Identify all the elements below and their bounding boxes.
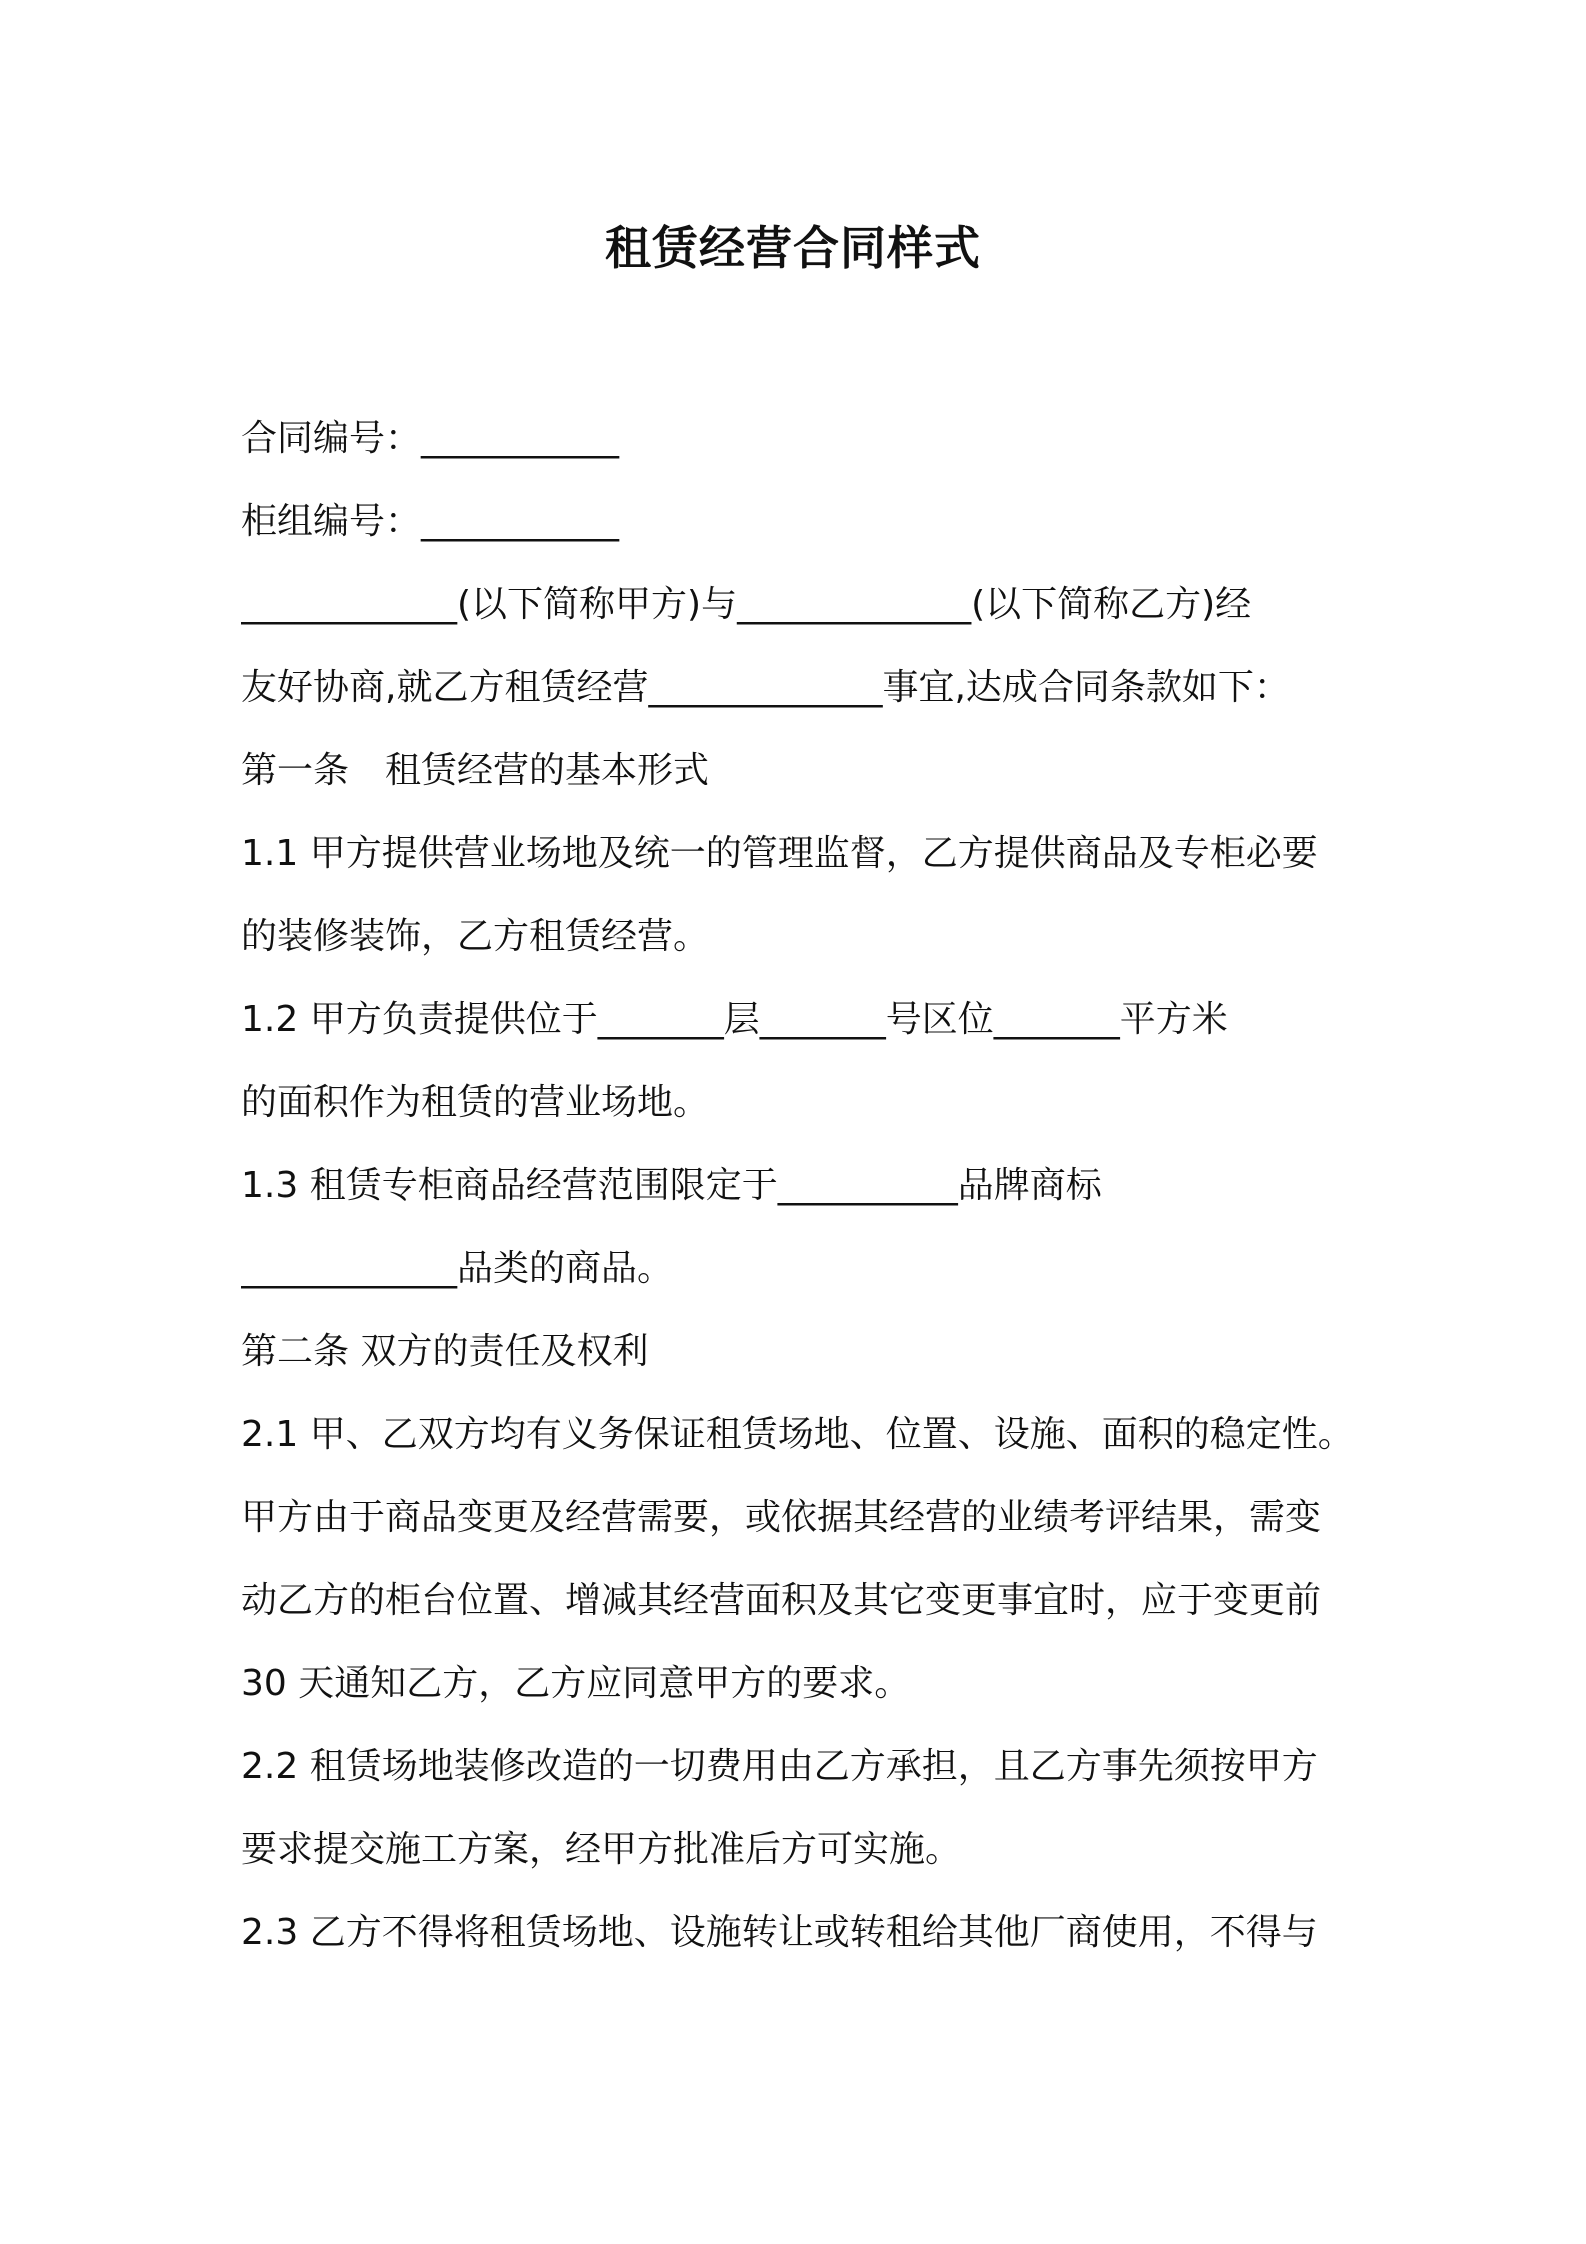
clause-2-3-line-1: 2.3 乙方不得将租赁场地、设施转让或转租给其他厂商使用，不得与 [241, 1912, 1318, 1953]
clause-2-1-line-3: 动乙方的柜台位置、增减其经营面积及其它变更事宜时，应于变更前 [241, 1580, 1322, 1621]
clause-1-2-line-2: 的面积作为租赁的营业场地。 [241, 1082, 710, 1123]
clause-2-1-line-1: 2.1 甲、乙双方均有义务保证租赁场地、位置、设施、面积的稳定性。 [241, 1414, 1354, 1455]
clause-2-2-line-1: 2.2 租赁场地装修改造的一切费用由乙方承担，且乙方事先须按甲方 [241, 1746, 1318, 1787]
clause-1-2-line-1: 1.2 甲方负责提供位于_______层_______号区位_______平方米 [241, 999, 1228, 1040]
clause-1-1-line-1: 1.1 甲方提供营业场地及统一的管理监督，乙方提供商品及专柜必要 [241, 833, 1318, 874]
parties-line: ____________(以下简称甲方)与_____________(以下简称乙方)经 [241, 584, 1252, 625]
clause-2-1-line-2: 甲方由于商品变更及经营需要，或依据其经营的业绩考评结果，需变 [241, 1497, 1322, 1538]
counter-group-number-line: 柜组编号：___________ [241, 501, 620, 542]
agreement-intro-line: 友好协商,就乙方租赁经营_____________事宜,达成合同条款如下： [241, 667, 1290, 708]
article-two-heading: 第二条 双方的责任及权利 [241, 1331, 649, 1372]
contract-number-line: 合同编号：___________ [241, 418, 620, 459]
clause-2-2-line-2: 要求提交施工方案，经甲方批准后方可实施。 [241, 1829, 962, 1870]
clause-1-1-line-2: 的装修装饰，乙方租赁经营。 [241, 916, 710, 957]
article-one-heading: 第一条 租赁经营的基本形式 [241, 750, 710, 791]
document-title: 租赁经营合同样式 [605, 221, 981, 275]
clause-1-3-line-2: ____________品类的商品。 [241, 1248, 674, 1289]
clause-2-1-line-4: 30 天通知乙方，乙方应同意甲方的要求。 [241, 1663, 911, 1704]
clause-1-3-line-1: 1.3 租赁专柜商品经营范围限定于__________品牌商标 [241, 1165, 1102, 1206]
